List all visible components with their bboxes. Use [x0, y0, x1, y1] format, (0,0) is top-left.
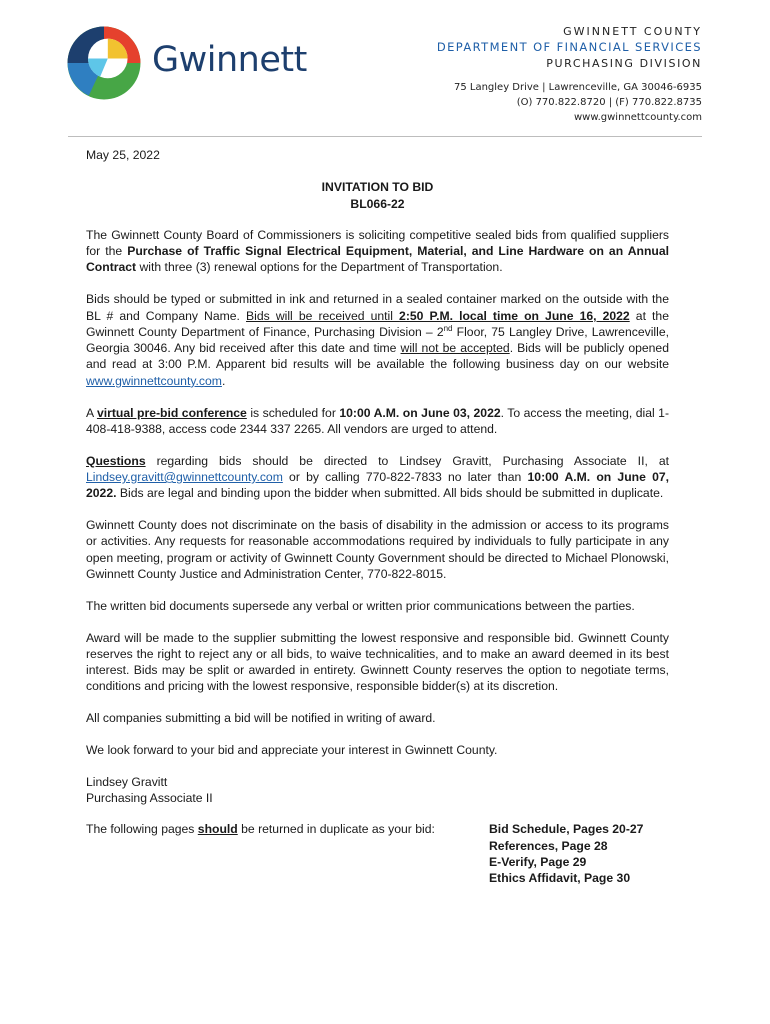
signer-title: Purchasing Associate II: [86, 791, 213, 806]
county-name: GWINNETT COUNTY: [563, 25, 702, 38]
paragraph-notify: All companies submitting a bid will be notified in writing of award.: [86, 711, 436, 726]
letter-body: [86, 147, 669, 887]
header-website: www.gwinnettcounty.com: [573, 112, 702, 123]
paragraph-intro: The Gwinnett County Board of Commissioners is soliciting competitive sealed bids from qualified suppliers for the Purchase of Traffic Signal Electrical Equipment, Material, and Line Hardware on an Annual Contract with three (3) renewal options for the Department of Transportation.: [86, 227, 669, 275]
signature-block: [86, 774, 669, 807]
return-pages-list: [489, 821, 669, 886]
prebid-time: 10:00 A.M. on June 03, 2022: [339, 405, 501, 420]
list-item: Ethics Affidavit, Page 30: [489, 871, 631, 886]
title-line-1: INVITATION TO BID: [321, 180, 434, 195]
division-name: PURCHASING DIVISION: [546, 57, 702, 70]
should-emphasis: should: [197, 822, 238, 837]
phone-fax: (O) 770.822.8720 | (F) 770.822.8735: [516, 97, 702, 108]
list-item: E-Verify, Page 29: [489, 855, 587, 869]
paragraph-award: Award will be made to the supplier submitting the lowest responsive and responsible bid. Gwinnett County reserves the right to reject any or all bids, to waive technicalities, and to make an award deemed in its best interest. Bids may be split or awarded in entirety. Gwinnett County reserves the option to negotiate terms, conditions and pricing with the lowest responsive, responsible bidder(s) at its discretion.: [86, 630, 669, 694]
department-header: [437, 25, 702, 125]
deadline-text: Bids will be received until 2:50 P.M. local time on June 16, 2022: [246, 308, 630, 323]
questions-label: Questions: [86, 453, 146, 468]
street-address: 75 Langley Drive | Lawrenceville, GA 30046-6935: [453, 82, 702, 93]
paragraph-closing: We look forward to your bid and appreciate your interest in Gwinnett County.: [86, 743, 498, 758]
prebid-label: virtual pre-bid conference: [96, 405, 247, 420]
return-pages-section: [86, 821, 669, 886]
bid-number: BL066-22: [350, 196, 405, 211]
website-link[interactable]: www.gwinnettcounty.com: [86, 373, 222, 388]
gwinnett-logo-icon: [66, 25, 142, 101]
list-item: Bid Schedule, Pages 20-27: [489, 822, 644, 837]
logo-wordmark: Gwinnett: [152, 40, 307, 80]
contract-title: Purchase of Traffic Signal Electrical Equipment, Material, and Line Hardware on an Annual Contract: [86, 244, 669, 275]
paragraph-questions: Questions regarding bids should be directed to Lindsey Gravitt, Purchasing Associate II, at Lindsey.gravitt@gwinnettcounty.com or by calling 770-822-7833 no later than 10:00 A.M. on June 07, 2022. Bids are legal and binding upon the bidder when submitted. All bids should be submitted in duplicate.: [86, 453, 670, 501]
not-accepted-text: will not be accepted: [400, 341, 510, 356]
paragraph-nondiscrimination: Gwinnett County does not discriminate on the basis of disability in the admission or access to its programs or activities. Any requests for reasonable accommodations required by individuals to fully participate in any open meeting, program or activity of Gwinnett County Government should be directed to Michael Plonowski, Gwinnett County Justice and Administration Center, 770-822-8015.: [86, 518, 669, 581]
paragraph-supersede: The written bid documents supersede any verbal or written prior communications between the parties.: [86, 598, 635, 613]
letter-title: [86, 179, 669, 212]
list-item: References, Page 28: [489, 838, 608, 853]
department-name: DEPARTMENT OF FINANCIAL SERVICES: [436, 40, 702, 54]
signer-name: Lindsey Gravitt: [86, 774, 168, 789]
return-instruction: The following pages should be returned in duplicate as your bid:: [86, 822, 435, 837]
email-link[interactable]: Lindsey.gravitt@gwinnettcounty.com: [86, 469, 283, 484]
header-divider: [68, 136, 702, 137]
paragraph-submission: Bids should be typed or submitted in ink and returned in a sealed container marked on the outside with the BL # and Company Name. Bids will be received until 2:50 P.M. local time on June 16, 2022 at the Gwinnett County Department of Finance, Purchasing Division – 2nd Floor, 75 Langley Drive, Lawrenceville, Georgia 30046. Any bid received after this date and time will not be accepted. Bids will be publicly opened and read at 3:00 P.M. Apparent bid results will be available the following business day on our website www.gwinnettcounty.com.: [86, 292, 669, 388]
questions-deadline: 10:00 A.M. on June 07, 2022.: [86, 469, 670, 501]
paragraph-prebid: A virtual pre-bid conference is scheduled for 10:00 A.M. on June 03, 2022. To access the meeting, dial 1-408-418-9388, access code 2344 337 2265. All vendors are urged to attend.: [86, 405, 670, 436]
letter-date: May 25, 2022: [86, 148, 160, 162]
